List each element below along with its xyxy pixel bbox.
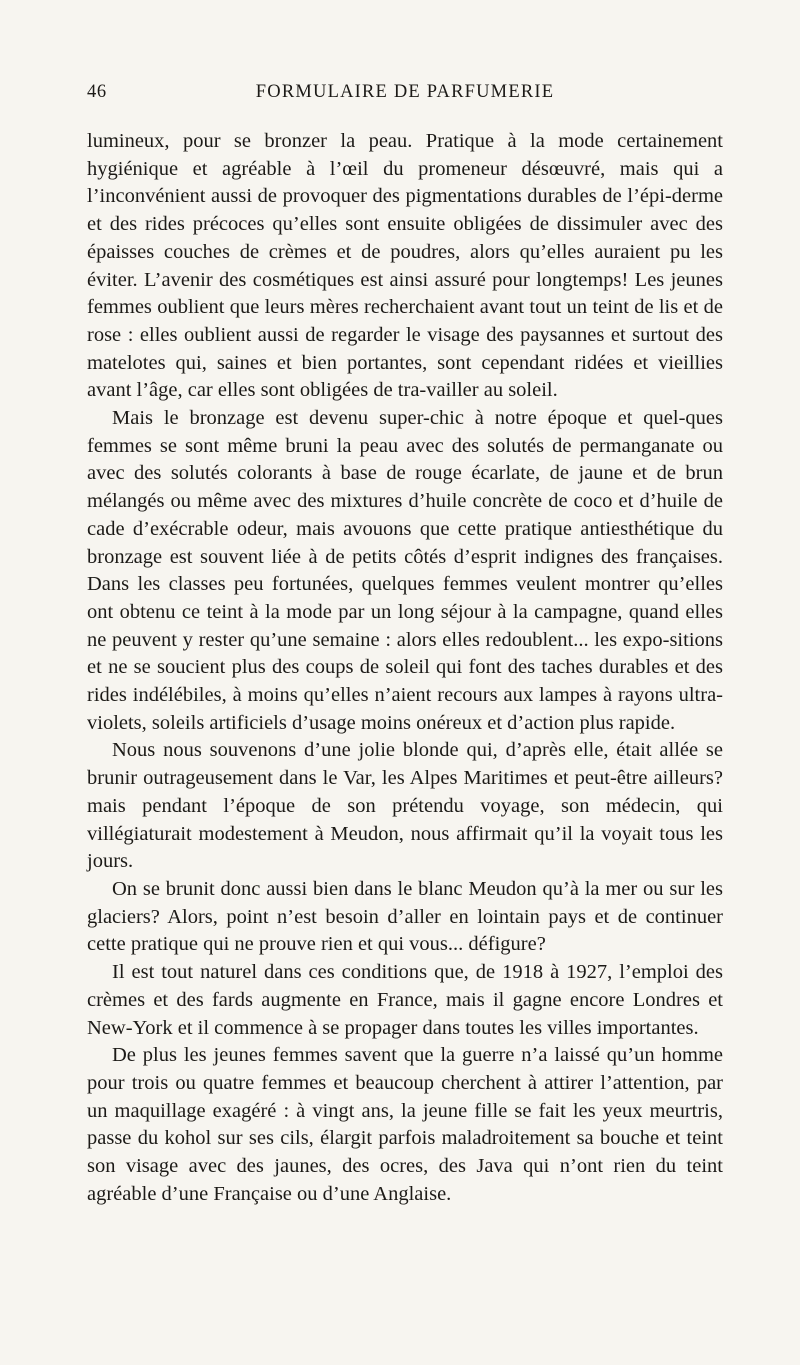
paragraph-continuation: lumineux, pour se bronzer la peau. Pratique à la mode certainement hygiénique et agréable à l’œil du promeneur désœuvré, mais qui a l’inconvénient aussi de provoquer des pigmentations durables de l’épi-derme et des rides précoces qu’elles sont ensuite obligées de dissimuler avec des épaisses couches de crèmes et de poudres, alors qu’elles auraient pu les éviter. L’avenir des cosmétiques est ainsi assuré pour longtemps! Les jeunes femmes oublient que leurs mères recherchaient avant tout un teint de lis et de rose : elles oublient aussi de regarder le visage des paysannes et surtout des matelotes qui, saines et bien portantes, sont cependant ridées et vieillies avant l’âge, car elles sont obligées de tra-vailler au soleil. (87, 130, 723, 402)
paragraph-bronzage: Mais le bronzage est devenu super-chic à notre époque et quel-ques femmes se sont même bruni la peau avec des solutés de permanganate ou avec des solutés colorants à base de rouge écarlate, de jaune et de brun mélangés ou même avec des mixtures d’huile concrète de coco et d’huile de cade d’exécrable odeur, mais avouons que cette pratique antiesthétique du bronzage est souvent liée à de petits côtés d’esprit indignes des françaises. Dans les classes peu fortunées, quelques femmes veulent montrer qu’elles ont obtenu ce teint à la mode par un long séjour à la campagne, quand elles ne peuvent y rester qu’une semaine : alors elles redoublent... les expo-sitions et ne se soucient plus des coups de soleil qui font des taches durables et des rides indélébiles, à moins qu’elles n’aient recours aux lampes à rayons ultra-violets, soleils artificiels d’usage moins onéreux et d’action plus rapide. (87, 407, 723, 734)
running-header (87, 82, 723, 122)
page-number: 46 (87, 82, 107, 102)
book-page (87, 82, 723, 1208)
running-title: FORMULAIRE DE PARFUMERIE (255, 82, 555, 102)
paragraph-1918-1927: Il est tout naturel dans ces conditions que, de 1918 à 1927, l’emploi des crèmes et des fards augmente en France, mais il gagne encore Londres et New-York et il commence à se propager dans toutes les villes importantes. (87, 961, 723, 1039)
paragraph-blonde-anecdote: Nous nous souvenons d’une jolie blonde qui, d’après elle, était allée se brunir outrageusement dans le Var, les Alpes Maritimes et peut-être ailleurs? mais pendant l’époque de son prétendu voyage, son médecin, qui villégiaturait modestement à Meudon, nous affirmait qu’il la voyait tous les jours. (87, 739, 723, 873)
body-text (87, 128, 723, 1208)
paragraph-meudon: On se brunit donc aussi bien dans le blanc Meudon qu’à la mer ou sur les glaciers? Alors, point n’est besoin d’aller en lointain pays et de continuer cette pratique qui ne prouve rien et qui vous... défigure? (87, 877, 723, 956)
paragraph-maquillage: De plus les jeunes femmes savent que la guerre n’a laissé qu’un homme pour trois ou quatre femmes et beaucoup cherchent à attirer l’attention, par un maquillage exagéré : à vingt ans, la jeune fille se fait les yeux meurtris, passe du kohol sur ses cils, élargit parfois maladroitement sa bouche et teint son visage avec des jaunes, des ocres, des Java qui n’ont rien du teint agréable d’une Française ou d’une Anglaise. (87, 1044, 723, 1205)
